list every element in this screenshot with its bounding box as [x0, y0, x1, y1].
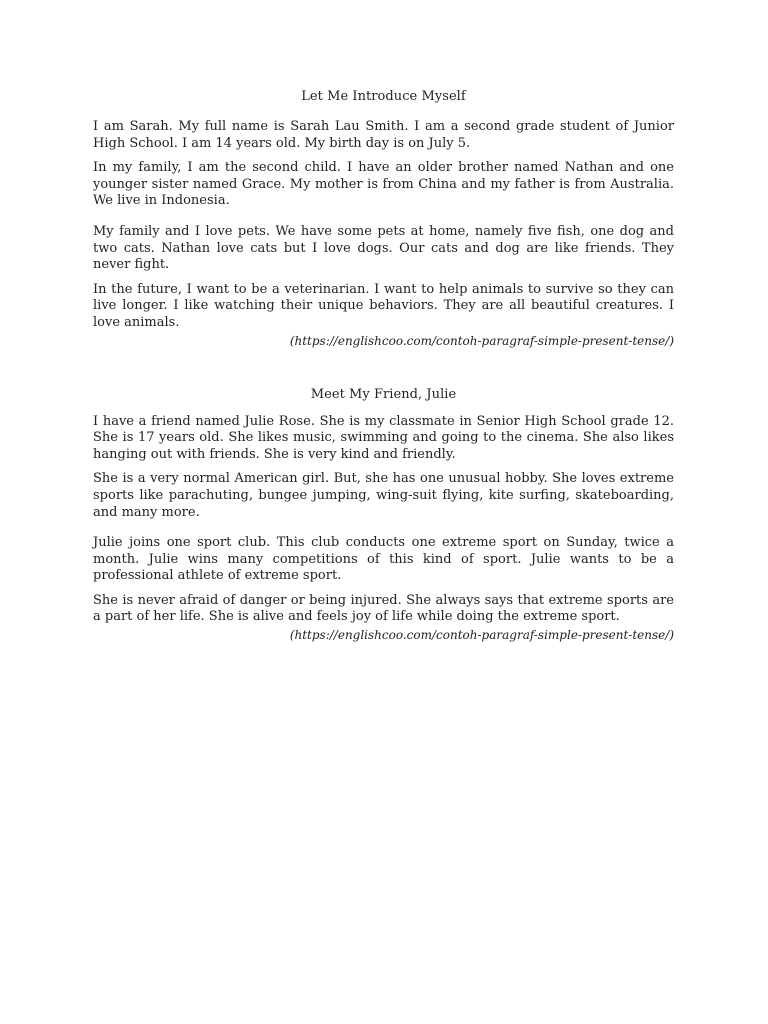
paragraph: Julie joins one sport club. This club conducts one extreme sport on Sunday, twice a month. Julie wins many competitions of this kind of sport. Julie wants to be a professional athlete of extreme sport. [93, 535, 674, 584]
paragraph: In my family, I am the second child. I have an older brother named Nathan and one younger sister named Grace. My mother is from China and my father is from Australia. We live in Indonesia. [93, 160, 674, 209]
section-meet-my-friend [93, 386, 674, 643]
document-content [93, 88, 674, 642]
source-citation: (https://englishcoo.com/contoh-paragraf-simple-present-tense/) [289, 628, 674, 643]
section-introduce-myself [93, 88, 674, 348]
paragraph: I have a friend named Julie Rose. She is my classmate in Senior High School grade 12. She is 17 years old. She likes music, swimming and going to the cinema. She also likes hanging out with friends. She is very kind and friendly. [93, 413, 674, 462]
paragraph: She is a very normal American girl. But, she has one unusual hobby. She loves extreme sports like parachuting, bungee jumping, wing-suit flying, kite surfing, skateboarding, and many more. [93, 471, 674, 520]
section-title: Meet My Friend, Julie [310, 386, 457, 402]
paragraph: I am Sarah. My full name is Sarah Lau Smith. I am a second grade student of Junior High School. I am 14 years old. My birth day is on July 5. [93, 119, 674, 151]
section-title: Let Me Introduce Myself [301, 89, 466, 104]
paragraph: In the future, I want to be a veterinarian. I want to help animals to survive so they can live longer. I like watching their unique behaviors. They are all beautiful creatures. I love animals. [93, 281, 674, 330]
paragraph: She is never afraid of danger or being injured. She always says that extreme sports are a part of her life. She is alive and feels joy of life while doing the extreme sport. [93, 592, 674, 625]
source-citation: (https://englishcoo.com/contoh-paragraf-simple-present-tense/) [289, 333, 674, 348]
paragraph: My family and I love pets. We have some pets at home, namely five fish, one dog and two cats. Nathan love cats but I love dogs. Our cats and dog are like friends. They never fight. [93, 223, 674, 273]
